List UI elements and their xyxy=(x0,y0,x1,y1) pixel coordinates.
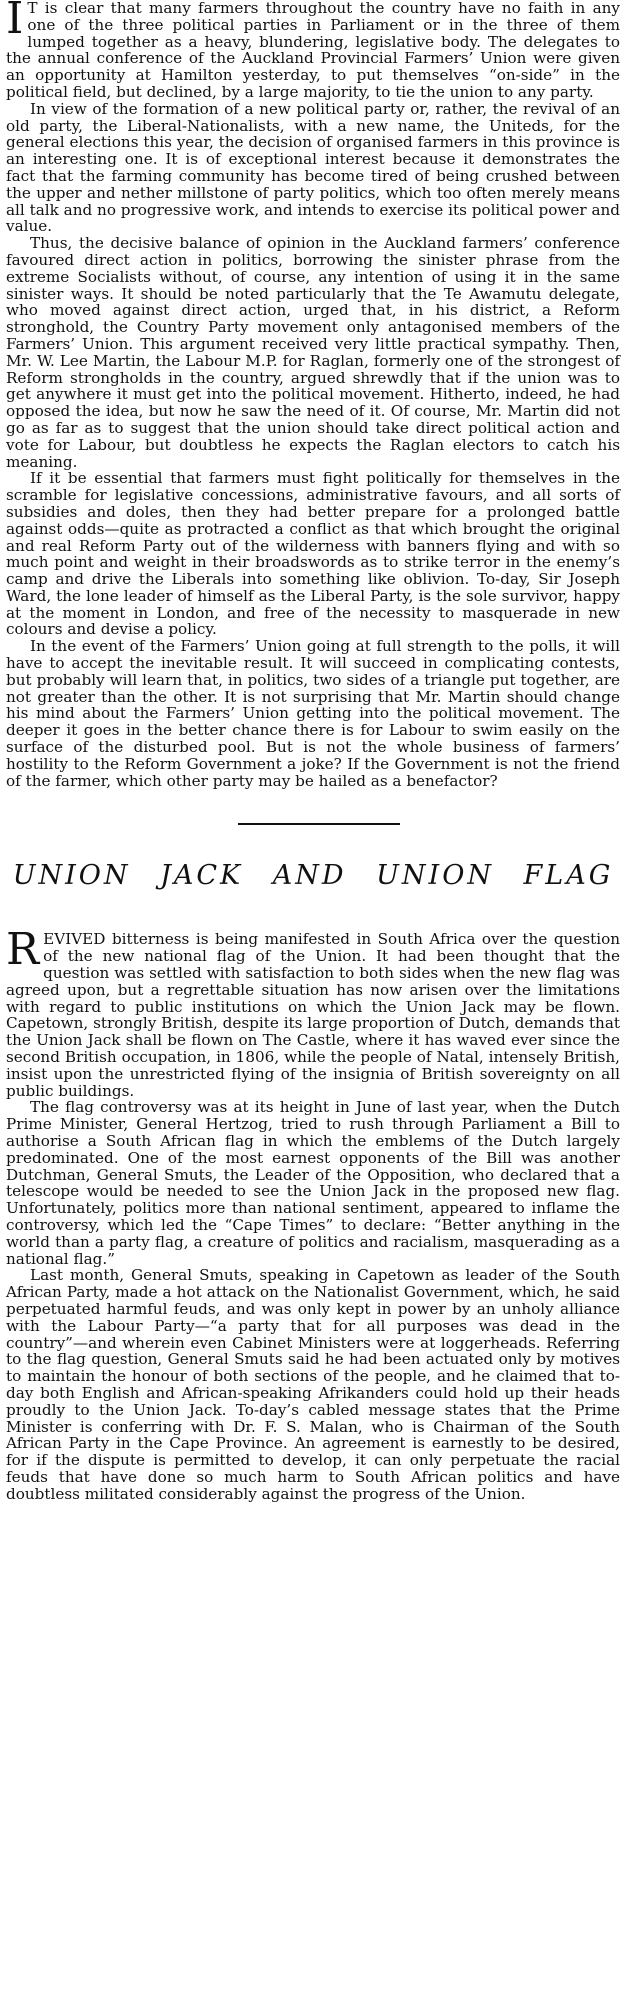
divider-rule xyxy=(238,823,400,825)
article-paragraph: Thus, the decisive balance of opinion in the Auckland farmers’ conference favoured direct action in politics, borrowing the sinister phrase from the extreme Socialists without, of course, any intention of using it in the same sinister ways. It should be noted particularly that the Te Awamutu delegate, who moved against direct action, urged that, in his district, a Reform stronghold, the Country Party movement only antagonised members of the Farmers’ Union. This argument received very little practical sympathy. Then, Mr. W. Lee Martin, the Labour M.P. for Raglan, formerly one of the strongest of Reform strongholds in the country, argued shrewdly that if the union was to get anywhere it must get into the political movement. Hitherto, indeed, he had opposed the idea, but now he saw the need of it. Of course, Mr. Martin did not go as far as to suggest that the union should take direct political action and vote for Labour, but doubtless he expects the Raglan electors to catch his meaning. xyxy=(6,234,620,471)
drop-cap: R xyxy=(6,924,40,976)
editorial-union-flag xyxy=(6,924,620,1503)
section-divider xyxy=(6,789,620,861)
article-lead-paragraph xyxy=(6,0,620,101)
lead-text: EVIVED bitterness is being manifested in South Africa over the question of the new national flag of the Union. It had been thought that the question was settled with satisfaction to both sides when the new flag was agreed upon, but a regrettable situation has now arisen over the limitations with regard to public institutions on which the Union Jack may be flown. Capetown, strongly British, despite its large proportion of Dutch, demands that the Union Jack shall be flown on The Castle, where it has waved ever since the second British occupation, in 1806, while the people of Natal, intensely British, insist upon the unrestricted flying of the insignia of British sovereignty on all public buildings. xyxy=(6,930,620,1100)
article-paragraph: In view of the formation of a new political party or, rather, the revival of an old party, the Liberal-Nationalists, with a new name, the Uniteds, for the general elections this year, the decision of organised farmers in this province is an interesting one. It is of exceptional interest because it demonstrates the fact that the farming community has become tired of being crushed between the upper and nether millstone of party politics, which too often merely means all talk and no progressive work, and intends to exercise its political power and value. xyxy=(6,99,620,236)
lead-text: T is clear that many farmers throughout the country have no faith in any one of the three political parties in Parliament or in the three of them lumped together as a heavy, blundering, legislative body. The delegates to the annual conference of the Auckland Provincial Farmers’ Union were given an opportunity at Hamilton yesterday, to put themselves “on-side” in the political field, but declined, by a large majority, to tie the union to any party. xyxy=(6,0,620,101)
article-headline: UNION JACK AND UNION FLAG xyxy=(12,860,614,892)
article-lead-paragraph xyxy=(6,924,620,1100)
editorial-farmers-union xyxy=(6,0,620,789)
article-paragraph: Last month, General Smuts, speaking in Capetown as leader of the South African Party, made a hot attack on the Nationalist Government, which, he said perpetuated harmful feuds, and was only kept in power by an unholy alliance with the Labour Party—“a party that for all purposes was dead in the country”—and wherein even Cabinet Ministers were at loggerheads. Referring to the flag question, General Smuts said he had been actuated only by motives to maintain the honour of both sections of the people, and he claimed that to-day both English and African-speaking Afrikanders could hold up their heads proudly to the Union Jack. To-day’s cabled message states that the Prime Minister is conferring with Dr. F. S. Malan, who is Chairman of the South African Party in the Cape Province. An agreement is earnestly to be desired, for if the dispute is permitted to develop, it can only perpetuate the racial feuds that have done so much harm to South African politics and have doubtless militated considerably against the progress of the Union. xyxy=(6,1266,620,1503)
article-paragraph: If it be essential that farmers must fight politically for themselves in the scramble for legislative concessions, administrative favours, and all sorts of subsidies and doles, then they had better prepare for a prolonged battle against odds—quite as protracted a conflict as that which brought the original and real Reform Party out of the wilderness with banners flying and with so much point and weight in their broadswords as to strike terror in the enemy’s camp and drive the Liberals into something like oblivion. To-day, Sir Joseph Ward, the lone leader of himself as the Liberal Party, is the sole survivor, happy at the moment in London, and free of the necessity to masquerade in new colours and devise a policy. xyxy=(6,469,620,639)
drop-cap: I xyxy=(6,0,24,44)
article-paragraph: The flag controversy was at its height in June of last year, when the Dutch Prime Minister, General Hertzog, tried to rush through Parliament a Bill to authorise a South African flag in which the emblems of the Dutch largely predominated. One of the most earnest opponents of the Bill was another Dutchman, General Smuts, the Leader of the Opposition, who declared that a telescope would be needed to see the Union Jack in the proposed new flag. Unfortunately, politics more than national sentiment, appeared to inflame the controversy, which led the “Cape Times” to declare: “Better anything in the world than a party flag, a creature of politics and racialism, masquerading as a national flag.” xyxy=(6,1098,620,1268)
article-paragraph: In the event of the Farmers’ Union going at full strength to the polls, it will have to accept the inevitable result. It will succeed in complicating contests, but probably will learn that, in politics, two sides of a triangle put together, are not greater than the other. It is not surprising that Mr. Martin should change his mind about the Farmers’ Union getting into the political movement. The deeper it goes in the better chance there is for Labour to swim easily on the surface of the disturbed pool. But is not the whole business of farmers’ hostility to the Reform Government a joke? If the Government is not the friend of the farmer, which other party may be hailed as a benefactor? xyxy=(6,637,620,790)
